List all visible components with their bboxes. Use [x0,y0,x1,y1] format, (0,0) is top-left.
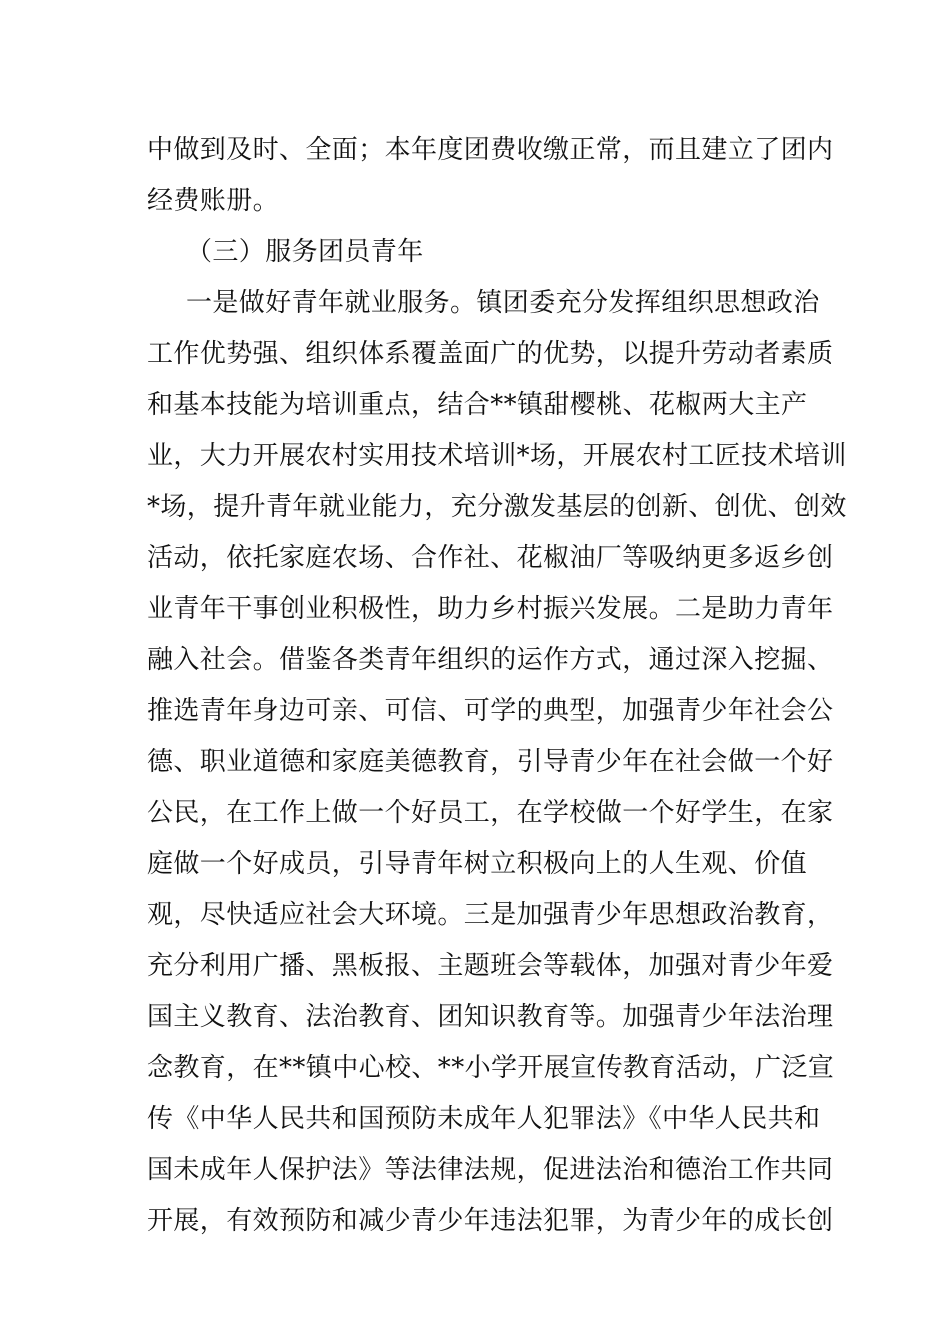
text-line: 一是做好青年就业服务。镇团委充分发挥组织思想政治 [186,288,820,318]
text-line: *场，提升青年就业能力，充分激发基层的创新、创优、创效 [147,492,847,522]
text-line: 观，尽快适应社会大环境。三是加强青少年思想政治教育， [147,900,834,930]
text-line: 活动，依托家庭农场、合作社、花椒油厂等吸纳更多返乡创 [147,543,834,573]
text-line: 业，大力开展农村实用技术培训*场，开展农村工匠技术培训 [147,441,847,471]
section-heading: （三）服务团员青年 [186,237,424,267]
text-line: 和基本技能为培训重点，结合**镇甜樱桃、花椒两大主产 [147,390,808,420]
text-line: 庭做一个好成员，引导青年树立积极向上的人生观、价值 [147,849,808,879]
text-line: 充分利用广播、黑板报、主题班会等载体，加强对青少年爱 [147,951,834,981]
text-line: 中做到及时、全面；本年度团费收缴正常，而且建立了团内 [147,135,834,165]
text-line: 业青年干事创业积极性，助力乡村振兴发展。二是助力青年 [147,594,834,624]
text-line: 念教育，在**镇中心校、**小学开展宣传教育活动，广泛宣 [147,1053,835,1083]
text-line: 国主义教育、法治教育、团知识教育等。加强青少年法治理 [147,1002,834,1032]
text-line: 工作优势强、组织体系覆盖面广的优势，以提升劳动者素质 [147,339,834,369]
text-line: 推选青年身边可亲、可信、可学的典型，加强青少年社会公 [147,696,834,726]
text-line: 公民，在工作上做一个好员工，在学校做一个好学生，在家 [147,798,834,828]
text-line: 融入社会。借鉴各类青年组织的运作方式，通过深入挖掘、 [147,645,834,675]
text-line: 开展，有效预防和减少青少年违法犯罪，为青少年的成长创 [147,1206,834,1236]
text-line: 德、职业道德和家庭美德教育，引导青少年在社会做一个好 [147,747,834,777]
text-line: 传《中华人民共和国预防未成年人犯罪法》《中华人民共和 [147,1104,821,1134]
text-line: 经费账册。 [147,186,280,216]
text-line: 国未成年人保护法》等法律法规，促进法治和德治工作共同 [147,1155,834,1185]
